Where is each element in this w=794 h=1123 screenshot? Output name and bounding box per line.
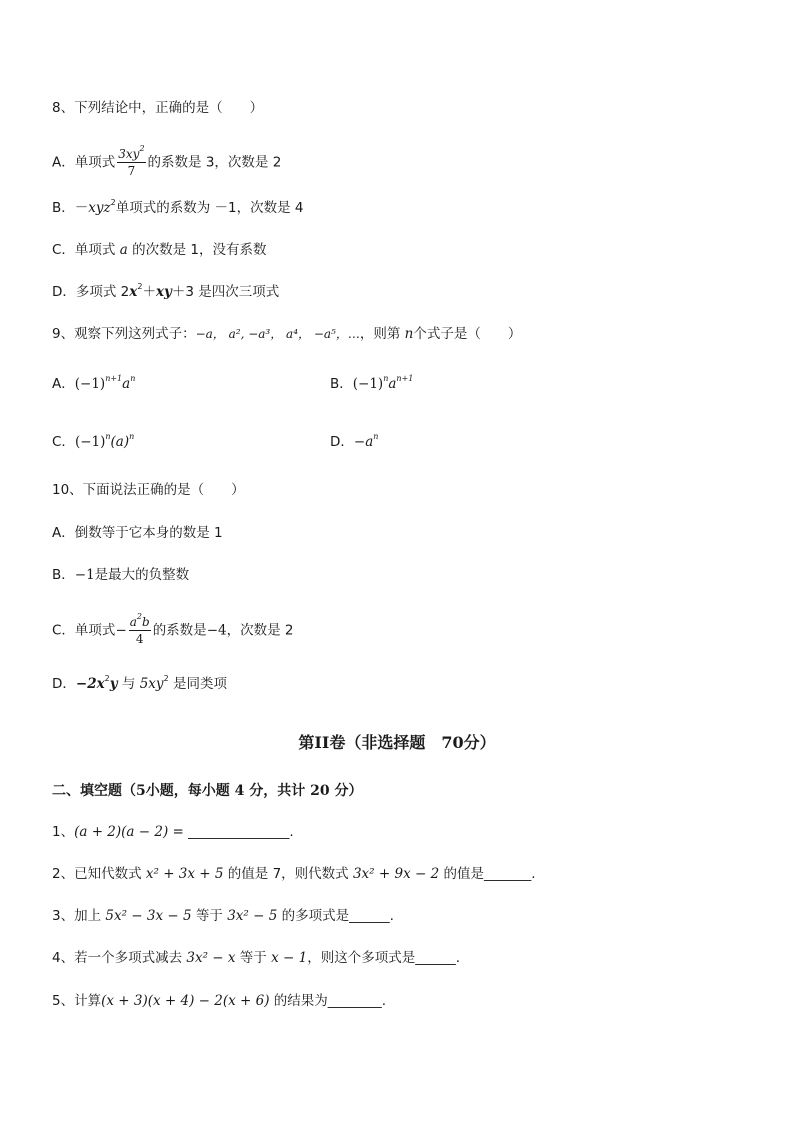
fill-q2-expr2: 3x² + 9x − 2 xyxy=(352,866,440,882)
fill-q2-mid: 的值是 7，则代数式 xyxy=(223,866,353,882)
q10-d-prefix: D． xyxy=(52,676,76,692)
q8-a-prefix: A．单项式 xyxy=(52,154,116,171)
q10-option-b xyxy=(52,565,189,585)
q8-d-plus: ＋ xyxy=(142,284,156,300)
q8-option-b xyxy=(52,198,303,218)
q8-d-xy: xy xyxy=(155,284,172,300)
q10-d-expr1: −2x xyxy=(75,676,105,692)
q8-a-num-exponent: 2 xyxy=(139,144,145,153)
q10-c-num-b: b xyxy=(142,615,150,629)
fill-q3-end: . xyxy=(389,908,394,924)
q8-d-exponent: 2 xyxy=(137,282,143,291)
section2-heading: 二、填空题（5小题，每小题 4 分，共计 20 分） xyxy=(52,783,363,799)
q10-b-prefix: B． xyxy=(52,567,75,583)
q8-b-exponent: 2 xyxy=(110,198,116,207)
q9-option-d xyxy=(330,432,378,452)
q10-d-exponent2: 2 xyxy=(163,674,169,683)
fill-q5-blank[interactable]: ________ xyxy=(327,993,382,1009)
q10-option-d xyxy=(52,674,227,694)
q9-stem-mid: ，则第 xyxy=(359,326,405,342)
q9-d-label: D． xyxy=(330,434,354,450)
q8-option-d xyxy=(52,282,279,302)
q9-c-var: (a) xyxy=(110,434,130,450)
q8-c-var: a xyxy=(119,242,128,258)
q9-stem-suffix: 个式子是（ ） xyxy=(413,326,522,342)
q9-option-b xyxy=(330,374,413,394)
fill-q3-prefix: 3、加上 xyxy=(52,908,106,924)
fill-q2-expr1: x² + 3x + 5 xyxy=(145,866,224,882)
fill-q5-end: . xyxy=(381,993,387,1009)
q9-option-a xyxy=(52,374,135,394)
fill-q2-blank[interactable]: _______ xyxy=(483,866,532,882)
q8-d-x: x xyxy=(129,284,138,300)
q9-a-label: A． xyxy=(52,376,75,392)
q8-a-denominator: 7 xyxy=(127,164,136,178)
q9-option-c xyxy=(52,432,134,452)
fill-q2-end: . xyxy=(531,866,536,882)
q10-c-fraction xyxy=(129,614,151,647)
part2-title: 第II卷（非选择题 70分） xyxy=(298,733,496,752)
q10-c-prefix: C．单项式 xyxy=(52,622,116,639)
q9-a-var-exponent: n xyxy=(130,374,136,383)
fill-q3-expr2: 3x² − 5 xyxy=(227,908,278,924)
fill-q4-blank[interactable]: ______ xyxy=(415,950,456,966)
fill-q4-mid: 等于 xyxy=(235,950,272,966)
q10-d-mid: 与 xyxy=(117,676,140,692)
q9-a-var: a xyxy=(122,376,131,392)
q8-option-c xyxy=(52,240,266,260)
fill-q1-blank[interactable]: _______________ xyxy=(188,824,290,840)
fill-q2 xyxy=(52,864,536,884)
fill-q5-suffix: 的结果为 xyxy=(269,993,328,1009)
fill-q4-prefix: 4、若一个多项式减去 xyxy=(52,950,187,966)
q10-b-number: −1 xyxy=(74,567,95,583)
q8-c-suffix: 的次数是 1，没有系数 xyxy=(127,242,267,258)
q10-stem: 10、下面说法正确的是（ ） xyxy=(52,482,245,498)
q10-c-sign: − xyxy=(115,622,127,639)
q10-c-suffix-b: ，次数是 2 xyxy=(226,622,294,639)
fill-q1 xyxy=(52,822,294,842)
fill-q2-suffix: 的值是 xyxy=(439,866,484,882)
q10-d-expr2: 5xy xyxy=(139,676,164,692)
q9-c-base: (−1) xyxy=(74,434,106,450)
fill-q5-prefix: 5、计算 xyxy=(52,993,102,1009)
fill-q3 xyxy=(52,906,394,926)
fill-q3-suffix: 的多项式是 xyxy=(277,908,350,924)
q8-d-suffix: ＋3 是四次三项式 xyxy=(171,284,280,300)
fill-q1-expr: (a + 2)(a − 2) = xyxy=(74,824,189,840)
q10-d-suffix: 是同类项 xyxy=(168,676,227,692)
q10-c-coefficient: −4 xyxy=(206,622,227,639)
fill-q4-expr2: x − 1 xyxy=(271,950,308,966)
q9-n: n xyxy=(404,326,414,342)
q9-stem xyxy=(52,324,521,344)
fill-q3-blank[interactable]: ______ xyxy=(349,908,390,924)
q9-c-var-exponent: n xyxy=(129,432,135,441)
q8-b-expr: xyz xyxy=(88,200,111,216)
q9-b-var-exponent: n+1 xyxy=(396,374,414,383)
q10-c-num-a: a xyxy=(129,615,137,629)
q10-c-num-exponent: 2 xyxy=(136,612,142,621)
q8-c-prefix: C．单项式 xyxy=(52,242,120,258)
fill-q4 xyxy=(52,948,460,968)
q9-d-exponent: n xyxy=(373,432,379,441)
q8-stem: 8、下列结论中，正确的是（ ） xyxy=(52,100,264,116)
q9-d-expr: −a xyxy=(353,434,374,450)
q8-b-prefix: B．－ xyxy=(52,200,89,216)
q9-a-exponent: n+1 xyxy=(105,374,123,383)
q9-c-exponent: n xyxy=(105,432,111,441)
q10-c-denominator: 4 xyxy=(135,632,144,646)
fill-q5-expr: (x + 3)(x + 4) − 2(x + 6) xyxy=(101,993,270,1009)
q10-option-c xyxy=(52,614,293,647)
fill-q4-end: . xyxy=(455,950,461,966)
q9-b-var: a xyxy=(388,376,397,392)
q8-a-numerator: 3xy xyxy=(118,147,140,161)
q8-a-suffix: 的系数是 3，次数是 2 xyxy=(147,154,282,171)
q8-b-suffix: 单项式的系数为 －1，次数是 4 xyxy=(115,200,304,216)
fill-q1-end: . xyxy=(289,824,294,840)
q9-b-label: B． xyxy=(330,376,353,392)
q10-d-exponent1: 2 xyxy=(104,674,110,683)
fill-q4-expr1: 3x² − x xyxy=(186,950,236,966)
q9-c-label: C． xyxy=(52,434,75,450)
q9-a-base: (−1) xyxy=(74,376,106,392)
q10-b-suffix: 是最大的负整数 xyxy=(94,567,190,583)
fill-q2-prefix: 2、已知代数式 xyxy=(52,866,146,882)
q8-a-fraction xyxy=(117,146,145,179)
q10-c-suffix-a: 的系数是 xyxy=(152,622,207,639)
q9-b-exponent: n xyxy=(383,374,389,383)
q9-b-base: (−1) xyxy=(352,376,384,392)
fill-q1-prefix: 1、 xyxy=(52,824,75,840)
q10-option-a: A．倒数等于它本身的数是 1 xyxy=(52,525,223,541)
q8-option-a xyxy=(52,146,281,179)
fill-q3-expr1: 5x² − 3x − 5 xyxy=(105,908,192,924)
q8-d-prefix: D．多项式 2 xyxy=(52,284,130,300)
fill-q4-suffix: ，则这个多项式是 xyxy=(307,950,416,966)
q9-stem-prefix: 9、观察下列这列式子： xyxy=(52,326,196,342)
fill-q3-mid: 等于 xyxy=(191,908,228,924)
q9-sequence: −a， a², −a³， a⁴， −a⁵，… xyxy=(195,327,360,341)
fill-q5 xyxy=(52,991,386,1011)
q10-d-expr1-y: y xyxy=(109,676,118,692)
